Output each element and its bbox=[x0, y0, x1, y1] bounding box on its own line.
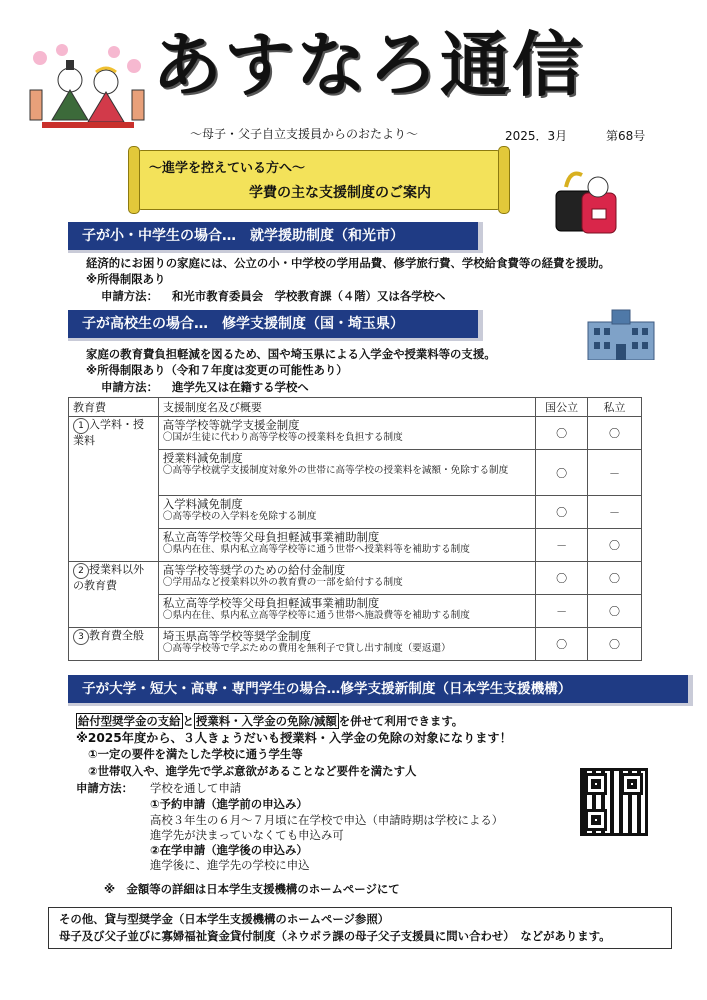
reservation-application-detail-2: 進学先が決まっていなくても申込み可 bbox=[150, 828, 344, 842]
banner-line-2: 学費の主な支援制度のご案内 bbox=[249, 185, 431, 201]
category-label: 教育費全般 bbox=[89, 629, 144, 642]
section-elementary-heading: 子が小・中学生の場合… 就学援助制度（和光市） bbox=[68, 222, 483, 250]
system-name: 授業料減免制度 bbox=[162, 451, 243, 465]
system-cell bbox=[158, 496, 535, 529]
system-cell bbox=[158, 417, 535, 450]
private-mark: 〇 bbox=[588, 529, 642, 562]
masthead-subtitle: ～母子・父子自立支援員からのおたより～ bbox=[190, 127, 419, 141]
school-bag-mascot bbox=[552, 165, 622, 240]
system-cell bbox=[158, 595, 535, 628]
section-university-heading: 子が大学・短大・高専・専門学生の場合…修学支援新制度（日本学生支援機構） bbox=[68, 675, 693, 703]
private-mark: － bbox=[588, 450, 642, 496]
category-number: 2 bbox=[73, 563, 89, 579]
private-mark: － bbox=[588, 496, 642, 529]
category-number: 1 bbox=[73, 418, 89, 434]
qr-code-image bbox=[580, 768, 648, 836]
scholarship-highlight: 給付型奨学金の支給 bbox=[78, 714, 181, 728]
public-mark: 〇 bbox=[536, 628, 588, 661]
section-elementary-apply-label: 申請方法： bbox=[101, 289, 158, 303]
masthead-title: あすなろ通信 bbox=[152, 24, 584, 106]
public-mark: 〇 bbox=[536, 450, 588, 496]
table-header-row bbox=[69, 398, 642, 417]
public-mark: － bbox=[536, 529, 588, 562]
combined-use-text: を併せて利用できます。 bbox=[338, 714, 464, 728]
system-name: 高等学校等奨学のための給付金制度 bbox=[162, 563, 346, 577]
jasso-website-note: ※ 金額等の詳細は日本学生支援機構のホームページにて bbox=[104, 882, 400, 896]
system-name: 入学料減免制度 bbox=[162, 497, 243, 511]
footer-line-1: その他、貸与型奨学金（日本学生支援機構のホームページ参照） bbox=[59, 912, 390, 926]
system-description: 〇国が生徒に代わり高等学校等の授業料を負担する制度 bbox=[162, 432, 403, 444]
private-mark: 〇 bbox=[588, 562, 642, 595]
system-name: 私立高等学校等父母負担軽減事業補助制度 bbox=[162, 596, 380, 610]
topic-banner bbox=[138, 150, 500, 210]
system-description: 〇学用品など授業料以外の教育費の一部を給付する制度 bbox=[162, 577, 403, 589]
banner-line-1: ～進学を控えている方へ～ bbox=[149, 161, 306, 176]
public-mark: － bbox=[536, 595, 588, 628]
tuition-waiver-highlight: 授業料・入学金の免除/減額 bbox=[195, 714, 337, 728]
support-system-table bbox=[68, 397, 642, 661]
eligibility-condition-2: ②世帯収入や、進学先で学ぶ意欲があることなど要件を満たす人 bbox=[88, 764, 417, 778]
column-header-public: 国公立 bbox=[536, 398, 588, 417]
category-number: 3 bbox=[73, 629, 89, 645]
section-highschool-apply-label: 申請方法： bbox=[101, 380, 158, 394]
system-cell bbox=[158, 628, 535, 661]
system-cell bbox=[158, 562, 535, 595]
system-name: 私立高等学校等父母負担軽減事業補助制度 bbox=[162, 530, 380, 544]
column-header-system: 支援制度名及び概要 bbox=[158, 398, 535, 417]
private-mark: 〇 bbox=[588, 417, 642, 450]
footer-other-systems-box bbox=[48, 907, 672, 949]
section-university-2025-note: ※2025年度から、３人きょうだいも授業料・入学金の免除の対象になります！ bbox=[76, 731, 512, 745]
section-university-apply-value: 学校を通して申請 bbox=[150, 781, 242, 795]
issue-number: 第68号 bbox=[606, 129, 646, 143]
public-mark: 〇 bbox=[536, 562, 588, 595]
table-row bbox=[69, 417, 642, 450]
category-cell bbox=[69, 417, 159, 562]
enrolled-application-title: ②在学申請（進学後の申込み） bbox=[150, 843, 308, 857]
section-elementary-description: 経済的にお困りの家庭には、公立の小・中学校の学用品費、修学旅行費、学校給食費等の経費を援助。 bbox=[86, 256, 610, 270]
column-header-cost: 教育費 bbox=[69, 398, 159, 417]
qr-finder-icon bbox=[621, 773, 643, 795]
category-cell bbox=[69, 562, 159, 628]
enrolled-application-detail: 進学後に、進学先の学校に申込 bbox=[150, 858, 310, 872]
system-description: 〇高等学校の入学料を免除する制度 bbox=[162, 511, 317, 523]
section-elementary-apply-value: 和光市教育委員会 学校教育課（４階）又は各学校へ bbox=[172, 289, 446, 303]
footer-line-2: 母子及び父子並びに寡婦福祉資金貸付制度（ネウボラ課の母子父子支援員に問い合わせ） などがあります。 bbox=[59, 929, 611, 943]
system-description: 〇高等学校就学支援制度対象外の世帯に高等学校の授業料を減額・免除する制度 bbox=[162, 465, 509, 477]
system-description: 〇県内在住、県内私立高等学校等に通う世帯へ授業料等を補助する制度 bbox=[162, 544, 470, 556]
section-highschool-heading: 子が高校生の場合… 修学支援制度（国・埼玉県） bbox=[68, 310, 483, 338]
hina-dolls-illustration bbox=[22, 40, 152, 136]
system-cell bbox=[158, 450, 535, 496]
eligibility-condition-1: ①一定の要件を満たした学校に通う学生等 bbox=[88, 747, 303, 761]
section-elementary-income-note: ※所得制限あり bbox=[86, 272, 166, 286]
section-highschool-apply-value: 進学先又は在籍する学校へ bbox=[172, 380, 309, 394]
column-header-private: 私立 bbox=[588, 398, 642, 417]
issue-date: 2025．3月 bbox=[505, 129, 568, 143]
section-highschool-description: 家庭の教育費負担軽減を図るため、国や埼玉県による入学金や授業料等の支援。 bbox=[86, 347, 496, 361]
category-cell bbox=[69, 628, 159, 661]
table-row bbox=[69, 628, 642, 661]
section-university-apply-label: 申請方法： bbox=[76, 781, 133, 795]
system-name: 高等学校等就学支援金制度 bbox=[162, 418, 300, 432]
category-label: 授業料以外の教育費 bbox=[73, 563, 144, 592]
section-university-line1 bbox=[76, 714, 463, 729]
system-cell bbox=[158, 529, 535, 562]
reservation-application-title: ①予約申請（進学前の申込み） bbox=[150, 797, 308, 811]
connector-text: と bbox=[182, 714, 194, 728]
system-description: 〇県内在住、県内私立高等学校等に通う世帯へ施設費等を補助する制度 bbox=[162, 610, 470, 622]
school-building-icon bbox=[586, 308, 656, 360]
public-mark: 〇 bbox=[536, 496, 588, 529]
qr-finder-icon bbox=[585, 809, 607, 831]
system-name: 埼玉県高等学校等奨学金制度 bbox=[162, 629, 311, 643]
public-mark: 〇 bbox=[536, 417, 588, 450]
private-mark: 〇 bbox=[588, 595, 642, 628]
reservation-application-detail-1: 高校３年生の６月～７月頃に在学校で申込（申請時期は学校による） bbox=[150, 813, 504, 827]
private-mark: 〇 bbox=[588, 628, 642, 661]
qr-finder-icon bbox=[585, 773, 607, 795]
table-row bbox=[69, 562, 642, 595]
system-description: 〇高等学校等で学ぶための費用を無利子で貸し出す制度（要返還） bbox=[162, 643, 451, 655]
section-highschool-income-note: ※所得制限あり（令和７年度は変更の可能性あり） bbox=[86, 363, 348, 377]
category-label: 入学料・授業料 bbox=[73, 418, 144, 447]
